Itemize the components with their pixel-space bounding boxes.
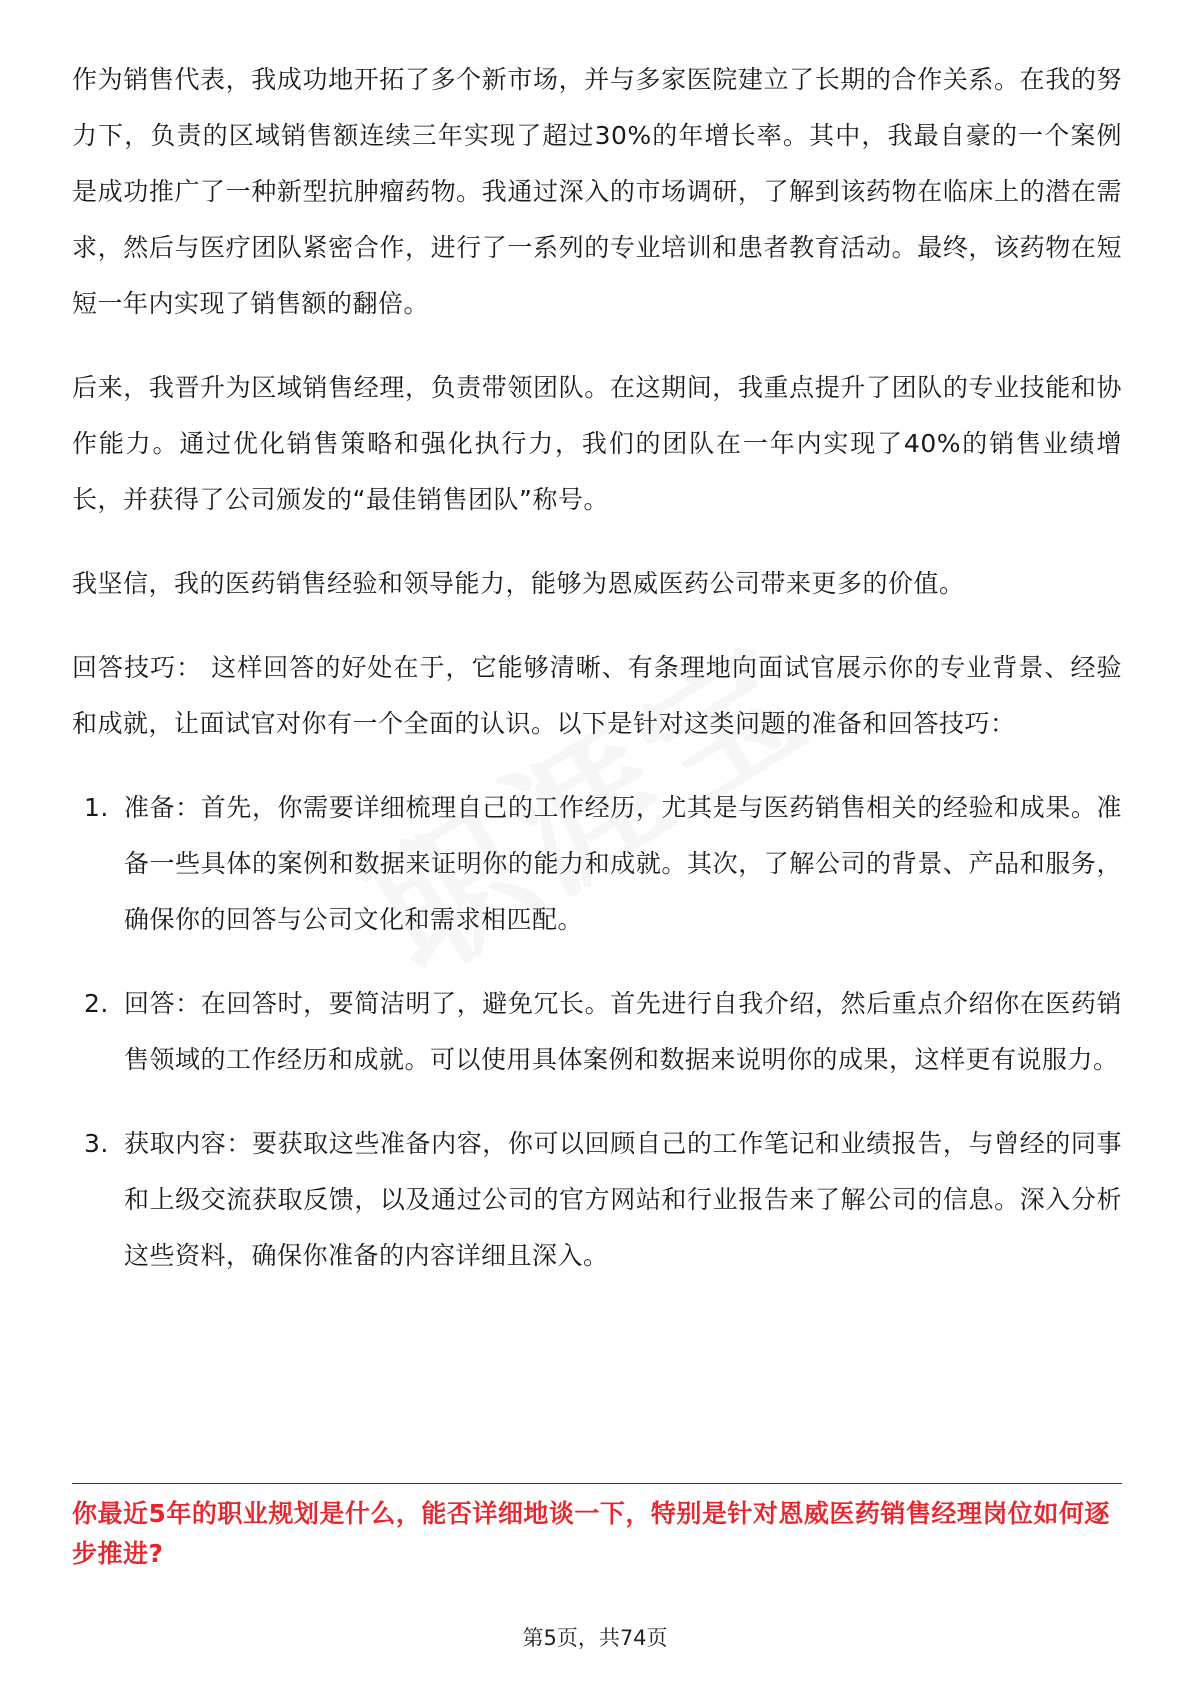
list-item — [72, 1116, 1122, 1284]
page-footer: 第5页，共74页 — [522, 1626, 668, 1650]
list-item-text: 回答：在回答时，要简洁明了，避免冗长。首先进行自我介绍，然后重点介绍你在医药销售领域的工作经历和成就。可以使用具体案例和数据来说明你的成果，这样更有说服力。 — [124, 989, 1122, 1074]
list-item-number: 1. — [84, 793, 109, 822]
list-item-number: 3. — [84, 1129, 109, 1158]
paragraph-belief: 我坚信，我的医药销售经验和领导能力，能够为恩威医药公司带来更多的价值。 — [72, 569, 965, 598]
list-item — [72, 976, 1122, 1088]
list-item-text: 准备：首先，你需要详细梳理自己的工作经历，尤其是与医药销售相关的经验和成果。准备一些具体的案例和数据来证明你的能力和成就。其次，了解公司的背景、产品和服务，确保你的回答与公司文化和需求相匹配。 — [124, 793, 1122, 934]
next-question-heading: 你最近5年的职业规划是什么，能否详细地谈一下，特别是针对恩威医药销售经理岗位如何逐步推进? — [72, 1499, 1110, 1568]
list-item-number: 2. — [84, 989, 109, 1018]
paragraph-answer-tips: 回答技巧： 这样回答的好处在于，它能够清晰、有条理地向面试官展示你的专业背景、经验和成就，让面试官对你有一个全面的认识。以下是针对这类问题的准备和回答技巧： — [72, 653, 1122, 738]
main-content — [72, 52, 1122, 1312]
list-item-text: 获取内容：要获取这些准备内容，你可以回顾自己的工作笔记和业绩报告，与曾经的同事和上级交流获取反馈，以及通过公司的官方网站和行业报告来了解公司的信息。深入分析这些资料，确保你准备的内容详细且深入。 — [124, 1129, 1122, 1270]
paragraph-achievements: 作为销售代表，我成功地开拓了多个新市场，并与多家医院建立了长期的合作关系。在我的努力下，负责的区域销售额连续三年实现了超过30%的年增长率。其中，我最自豪的一个案例是成功推广了一种新型抗肿瘤药物。我通过深入的市场调研，了解到该药物在临床上的潜在需求，然后与医疗团队紧密合作，进行了一系列的专业培训和患者教育活动。最终，该药物在短短一年内实现了销售额的翻倍。 — [72, 65, 1122, 318]
list-item — [72, 780, 1122, 948]
tips-list — [72, 780, 1122, 1284]
section-divider — [72, 1483, 1122, 1484]
paragraph-promotion: 后来，我晋升为区域销售经理，负责带领团队。在这期间，我重点提升了团队的专业技能和协作能力。通过优化销售策略和强化执行力，我们的团队在一年内实现了40%的销售业绩增长，并获得了公司颁发的“最佳销售团队”称号。 — [72, 373, 1122, 514]
